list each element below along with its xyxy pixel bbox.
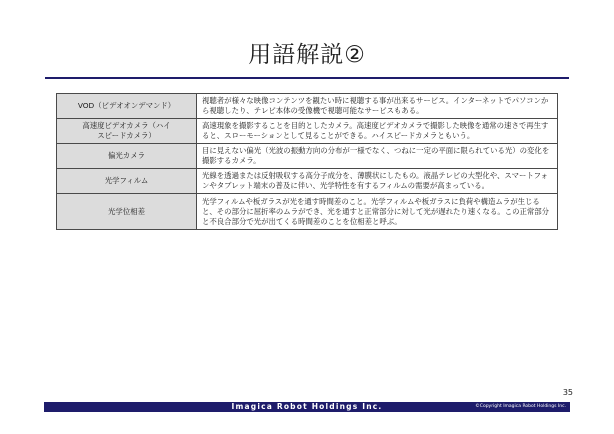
title-divider — [45, 77, 569, 79]
term-cell: 光学フィルム — [57, 169, 197, 194]
footer-copyright: ©Copyright Imagica Robot Holdings Inc. — [475, 404, 566, 409]
term-cell: 光学位相差 — [57, 194, 197, 230]
description-cell: 目に見えない偏光（光波の振動方向の分布が一様でなく、つねに一定の平面に限られている光）の変化を撮影するカメラ。 — [197, 144, 558, 169]
table-row — [57, 144, 558, 169]
term-cell: VOD（ビデオオンデマンド） — [57, 94, 197, 119]
term-label: 高速度ビデオカメラ（ハイスピードカメラ） — [82, 121, 171, 140]
description-cell: 高速現象を撮影することを目的としたカメラ。高速度ビデオカメラで撮影した映像を通常の速さで再生すると、スローモーションとして見ることができる。ハイスピードカメラともいう。 — [197, 119, 558, 144]
table-row — [57, 119, 558, 144]
table-row — [57, 169, 558, 194]
table-row — [57, 194, 558, 230]
slide-title: 用語解説② — [248, 42, 366, 68]
term-cell: 偏光カメラ — [57, 144, 197, 169]
glossary-table — [56, 93, 558, 230]
term-cell — [57, 119, 197, 144]
footer-bar — [44, 402, 570, 412]
page-number: 35 — [562, 388, 573, 397]
description-cell: 視聴者が様々な映像コンテンツを観たい時に視聴する事が出来るサービス。インターネットでパソコンから視聴したり、テレビ本体の受像機で視聴可能なサービスもある。 — [197, 94, 558, 119]
table-row — [57, 94, 558, 119]
description-cell: 光学フィルムや板ガラスが光を通す時間差のこと。光学フィルムや板ガラスに負荷や構造ムラが生じると、その部分に屈折率のムラができ、光を通すと正常部分に対して光が遅れたり速くなる。この正常部分と不良合部分で光が出てくる時間差のことを位相差と呼ぶ。 — [197, 194, 558, 230]
description-cell: 光線を透過または反射吸収する高分子成分を、薄膜状にしたもの。液晶テレビの大型化や、スマートフォンやタブレット端末の普及に伴い、光学特性を有するフィルムの需要が高まっている。 — [197, 169, 558, 194]
footer-brand: Imagica Robot Holdings Inc. — [231, 402, 383, 411]
